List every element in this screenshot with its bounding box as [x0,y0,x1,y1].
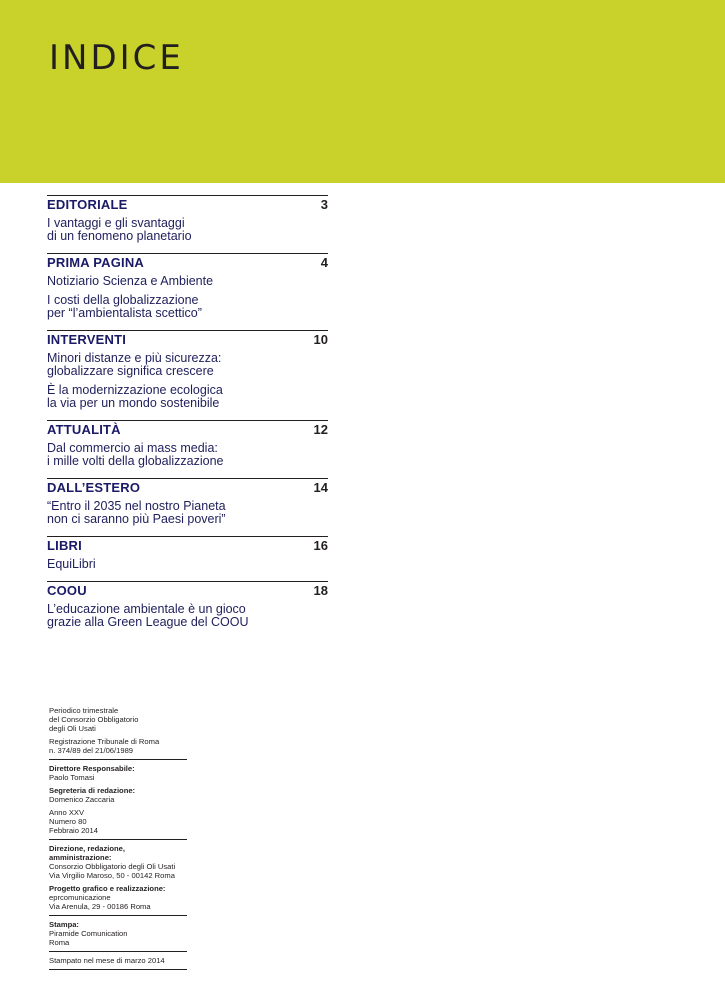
toc-page-number: 12 [313,422,328,437]
toc-section [47,195,328,243]
toc-section-title: LIBRI [47,538,82,553]
toc-section [47,581,328,629]
toc-page-number: 18 [313,583,328,598]
colophon-label: Stampa: [49,920,79,929]
colophon-block [49,844,187,884]
colophon-block [49,706,187,737]
toc-article-title: EquiLibri [47,557,96,571]
colophon-label: Direttore Responsabile: [49,764,135,773]
colophon [49,706,187,974]
toc-article-title: Notiziario Scienza e Ambiente [47,274,214,288]
colophon-block [49,884,187,916]
page-title: INDICE [49,38,184,78]
colophon-label: Progetto grafico e realizzazione: [49,884,166,893]
toc-section [47,420,328,468]
colophon-text: Stampato nel mese di marzo 2014 [49,956,165,965]
toc-article-title: È la modernizzazione ecologica la via per un mondo sostenibile [47,383,223,410]
toc-page-number: 10 [313,332,328,347]
colophon-text: Anno XXV Numero 80 Febbraio 2014 [49,808,98,835]
toc-section-title: COOU [47,583,87,598]
colophon-text: Piramide Comunication Roma [49,929,128,947]
toc-section-header [47,478,328,498]
colophon-label: Segreteria di redazione: [49,786,136,795]
colophon-block [49,920,187,952]
toc-article-title: L’educazione ambientale è un gioco grazie alla Green League del COOU [47,602,249,629]
table-of-contents [47,195,328,639]
toc-section-title: EDITORIALE [47,197,128,212]
toc-section-title: ATTUALITÀ [47,422,121,437]
toc-section [47,253,328,320]
toc-section-header [47,581,328,601]
toc-section-title: DALL’ESTERO [47,480,141,495]
colophon-block [49,956,187,970]
colophon-block [49,764,187,786]
toc-article-title: Minori distanze e più sicurezza: globalizzare significa crescere [47,351,222,378]
colophon-text: Consorzio Obbligatorio degli Oli Usati Via Virgilio Maroso, 50 - 00142 Roma [49,862,176,880]
colophon-text: eprcomunicazione Via Arenula, 29 - 00186 Roma [49,893,151,911]
toc-page-number: 3 [320,197,328,212]
toc-page-number: 16 [313,538,328,553]
toc-article-title: Dal commercio ai mass media: i mille volti della globalizzazione [47,441,224,468]
colophon-label: Direzione, redazione, amministrazione: [49,844,125,862]
toc-article-title: “Entro il 2035 nel nostro Pianeta non ci saranno più Paesi poveri” [47,499,226,526]
colophon-text: Domenico Zaccaria [49,795,115,804]
colophon-block [49,737,187,760]
toc-section-header [47,330,328,350]
toc-article-title: I costi della globalizzazione per “l’ambientalista scettico” [47,293,202,320]
header-band [0,0,725,183]
toc-section-header [47,536,328,556]
toc-section [47,536,328,571]
toc-section-title: INTERVENTI [47,332,127,347]
toc-page-number: 14 [313,480,328,495]
toc-article-title: I vantaggi e gli svantaggi di un fenomeno planetario [47,216,192,243]
toc-section-title: PRIMA PAGINA [47,255,145,270]
colophon-text: Registrazione Tribunale di Roma n. 374/89 del 21/06/1989 [49,737,160,755]
colophon-block [49,786,187,808]
toc-section [47,330,328,410]
colophon-text: Paolo Tomasi [49,773,95,782]
colophon-block [49,808,187,840]
toc-section-header [47,253,328,273]
toc-section [47,478,328,526]
toc-section-header [47,195,328,215]
colophon-text: Periodico trimestrale del Consorzio Obbligatorio degli Oli Usati [49,706,139,733]
toc-section-header [47,420,328,440]
toc-page-number: 4 [320,255,328,270]
